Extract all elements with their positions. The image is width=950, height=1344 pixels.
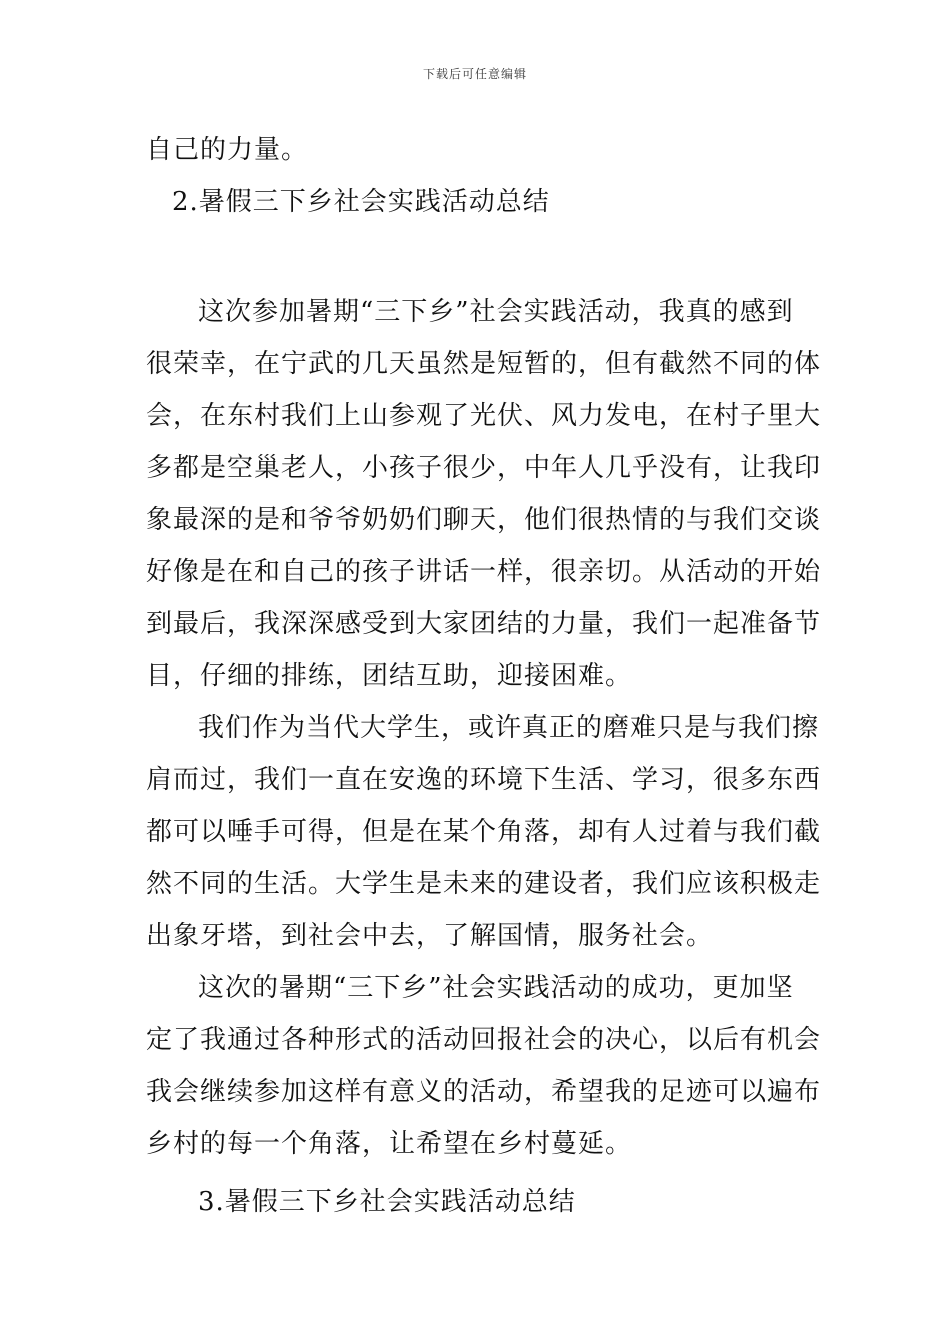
paragraph-line: 肩而过，我们一直在安逸的环境下生活、学习，很多东西	[146, 765, 822, 795]
paragraph-line: 这次参加暑期“三下乡”社会实践活动，我真的感到	[198, 297, 794, 327]
paragraph-line: 会，在东村我们上山参观了光伏、风力发电，在村子里大	[146, 401, 822, 431]
paragraph-line: 到最后，我深深感受到大家团结的力量，我们一起准备节	[146, 609, 822, 639]
section-heading-2: 2.暑假三下乡社会实践活动总结	[172, 187, 550, 217]
paragraph-2	[146, 702, 822, 962]
paragraph-line: 多都是空巢老人，小孩子很少，中年人几乎没有，让我印	[146, 453, 822, 483]
paragraph-line: 象最深的是和爷爷奶奶们聊天，他们很热情的与我们交谈	[146, 505, 822, 535]
paragraph-line: 都可以唾手可得，但是在某个角落，却有人过着与我们截	[146, 817, 822, 847]
paragraph-line: 定了我通过各种形式的活动回报社会的决心，以后有机会	[146, 1025, 822, 1055]
paragraph-line: 目，仔细的排练，团结互助，迎接困难。	[146, 661, 633, 691]
paragraph-line: 很荣幸，在宁武的几天虽然是短暂的，但有截然不同的体	[146, 349, 822, 379]
paragraph-1	[146, 286, 822, 702]
section-heading-3: 3.暑假三下乡社会实践活动总结	[198, 1187, 576, 1217]
paragraph-line: 我会继续参加这样有意义的活动，希望我的足迹可以遍布	[146, 1077, 822, 1107]
paragraph-line: 这次的暑期“三下乡”社会实践活动的成功，更加坚	[198, 973, 794, 1003]
continued-text-line: 自己的力量。	[146, 135, 309, 165]
paragraph-line: 好像是在和自己的孩子讲话一样，很亲切。从活动的开始	[146, 557, 822, 587]
paragraph-line: 然不同的生活。大学生是未来的建设者，我们应该积极走	[146, 869, 822, 899]
header-note: 下载后可任意编辑	[422, 67, 527, 81]
section-spacer	[146, 228, 810, 286]
paragraph-line: 我们作为当代大学生，或许真正的磨难只是与我们擦	[198, 713, 820, 743]
document-body	[146, 124, 822, 1228]
paragraph-line: 乡村的每一个角落，让希望在乡村蔓延。	[146, 1129, 633, 1159]
paragraph-3	[146, 962, 822, 1170]
paragraph-line: 出象牙塔，到社会中去，了解国情，服务社会。	[146, 921, 714, 951]
